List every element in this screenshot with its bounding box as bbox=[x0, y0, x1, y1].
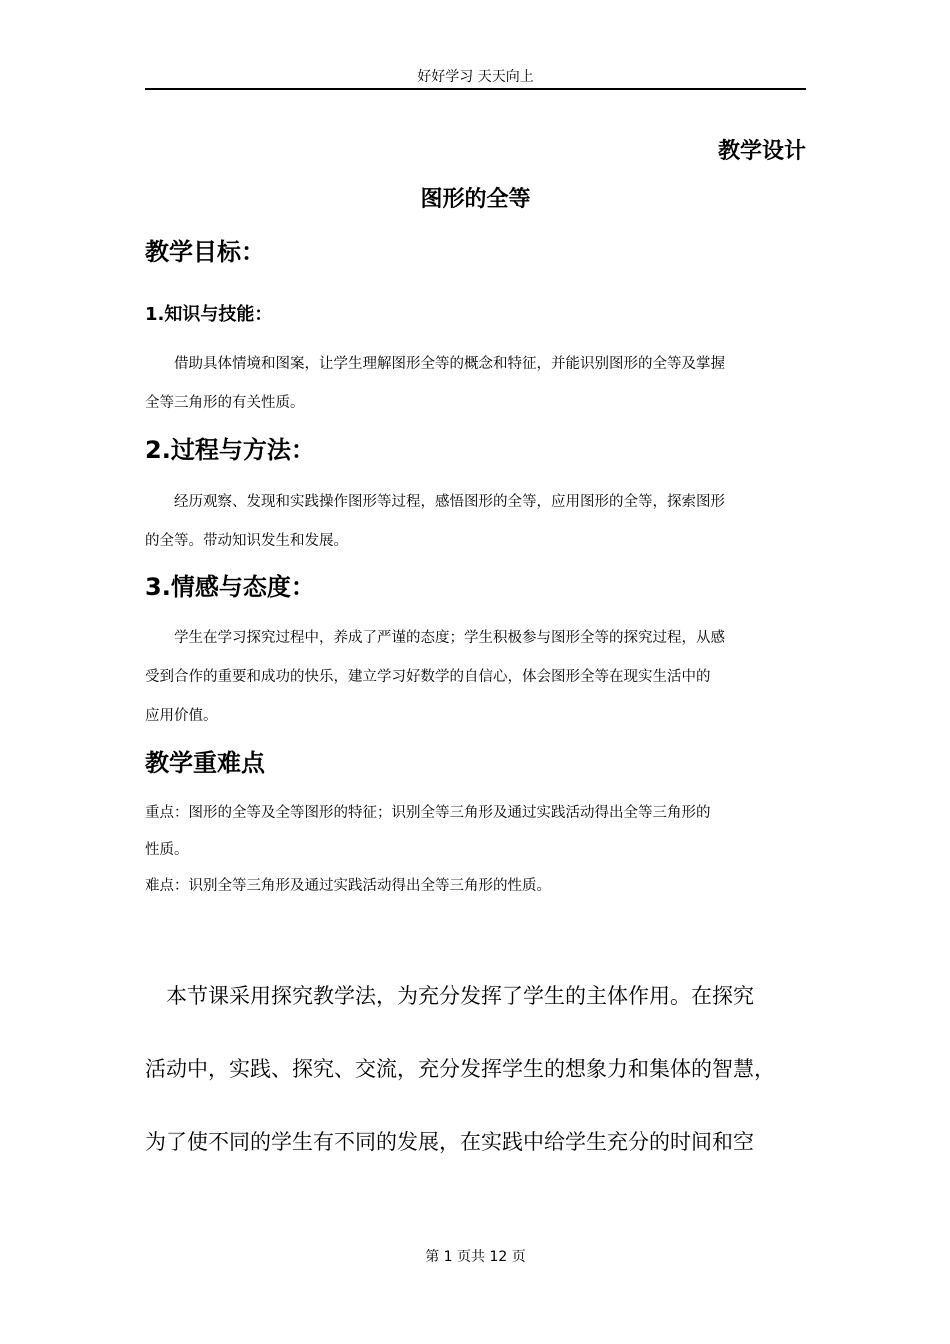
knowledge-line-2: 全等三角形的有关性质。 bbox=[145, 395, 305, 411]
page-header: 好好学习 天天向上 bbox=[417, 69, 534, 85]
process-paragraph bbox=[145, 483, 806, 561]
knowledge-line-1: 借助具体情境和图案，让学生理解图形全等的概念和特征，并能识别图形的全等及掌握 bbox=[174, 356, 725, 372]
attitude-line-3: 应用价值。 bbox=[145, 708, 218, 724]
attitude-line-2: 受到合作的重要和成功的快乐，建立学习好数学的自信心，体会图形全等在现实生活中的 bbox=[145, 669, 711, 685]
key-point-line-2: 性质。 bbox=[145, 842, 189, 858]
attitude-paragraph bbox=[145, 619, 806, 736]
method-line-2: 活动中，实践、探究、交流，充分发挥学生的想象力和集体的智慧， bbox=[145, 1057, 775, 1081]
header-divider bbox=[145, 88, 806, 90]
knowledge-heading: 1.知识与技能： bbox=[145, 304, 273, 325]
attitude-line-1: 学生在学习探究过程中，养成了严谨的态度；学生积极参与图形全等的探究过程，从感 bbox=[174, 630, 725, 646]
objectives-heading: 教学目标： bbox=[145, 238, 265, 266]
knowledge-paragraph bbox=[145, 345, 806, 423]
method-line-3: 为了使不同的学生有不同的发展，在实践中给学生充分的时间和空 bbox=[145, 1130, 754, 1154]
page-number-footer: 第 1 页共 12 页 bbox=[425, 1249, 526, 1265]
difficulty-line: 难点：识别全等三角形及通过实践活动得出全等三角形的性质。 bbox=[145, 878, 551, 894]
process-heading: 2.过程与方法： bbox=[145, 436, 315, 464]
teaching-method-paragraph bbox=[145, 960, 830, 1179]
process-line-2: 的全等。带动知识发生和发展。 bbox=[145, 533, 348, 549]
key-point-line-1: 重点：图形的全等及全等图形的特征；识别全等三角形及通过实践活动得出全等三角形的 bbox=[145, 805, 711, 821]
attitude-heading: 3.情感与态度： bbox=[145, 573, 315, 601]
document-type-label: 教学设计 bbox=[717, 139, 806, 164]
key-points-heading: 教学重难点 bbox=[145, 749, 265, 777]
process-line-1: 经历观察、发现和实践操作图形等过程，感悟图形的全等，应用图形的全等，探索图形 bbox=[174, 494, 725, 510]
document-title: 图形的全等 bbox=[420, 187, 531, 212]
method-line-1: 本节课采用探究教学法，为充分发挥了学生的主体作用。在探究 bbox=[166, 984, 754, 1008]
